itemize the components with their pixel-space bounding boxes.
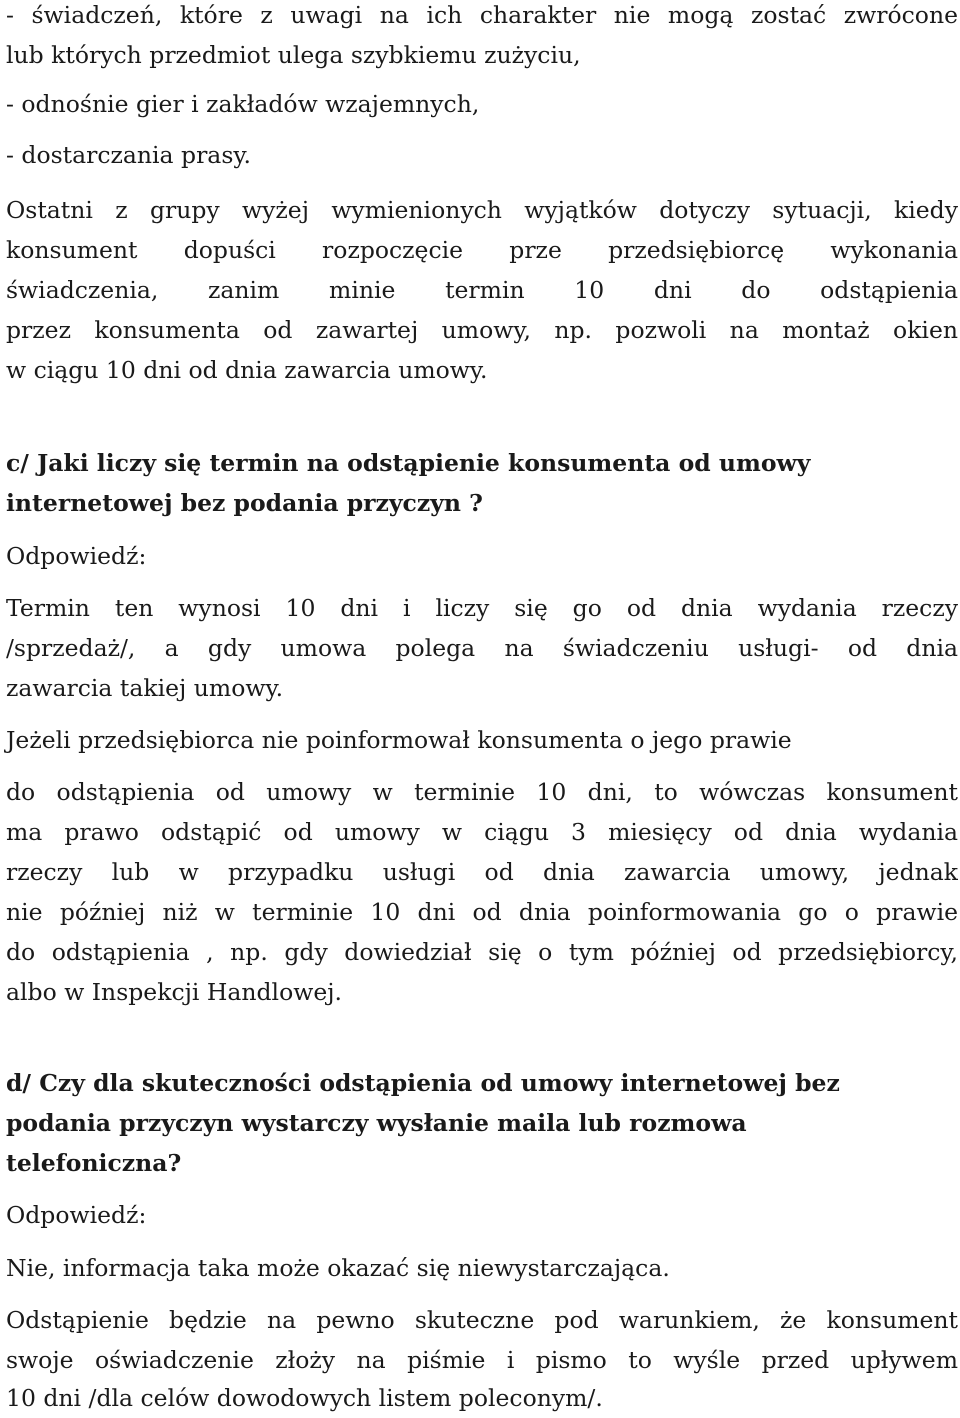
paragraph-line: świadczenia, zanim minie termin 10 dni do odstąpienia [6,276,958,304]
paragraph-line: /sprzedaż/, a gdy umowa polega na świadczeniu usługi- od dnia [6,634,958,662]
paragraph-line: albo w Inspekcji Handlowej. [6,978,342,1006]
section-d-heading: podania przyczyn wystarczy wysłanie maila lub rozmowa [6,1109,747,1137]
paragraph-line: Jeżeli przedsiębiorca nie poinformował konsumenta o jego prawie [6,726,792,754]
paragraph-line: do odstąpienia , np. gdy dowiedział się o tym później od przedsiębiorcy, [6,938,958,966]
paragraph-line: Termin ten wynosi 10 dni i liczy się go od dnia wydania rzeczy [6,594,958,622]
paragraph-line: Odstąpienie będzie na pewno skuteczne pod warunkiem, że konsument [6,1306,958,1334]
bullet-line: - dostarczania prasy. [6,141,252,169]
paragraph-line: przez konsumenta od zawartej umowy, np. pozwoli na montaż okien [6,316,958,344]
bullet-line: lub których przedmiot ulega szybkiemu zużyciu, [6,41,581,69]
paragraph-line: konsument dopuści rozpoczęcie prze przedsiębiorcę wykonania [6,236,958,264]
paragraph-line: do odstąpienia od umowy w terminie 10 dni, to wówczas konsument [6,778,958,806]
answer-label: Odpowiedź: [6,1201,147,1229]
paragraph-line: Ostatni z grupy wyżej wymienionych wyjątków dotyczy sytuacji, kiedy [6,196,958,224]
answer-label: Odpowiedź: [6,542,147,570]
bullet-line: - świadczeń, które z uwagi na ich charakter nie mogą zostać zwrócone [6,1,958,29]
section-c-heading: internetowej bez podania przyczyn ? [6,489,483,517]
paragraph-line: Nie, informacja taka może okazać się niewystarczająca. [6,1254,670,1282]
paragraph-line: swoje oświadczenie złoży na piśmie i pismo to wyśle przed upływem [6,1346,958,1374]
paragraph-line: 10 dni /dla celów dowodowych listem poleconym/. [6,1384,603,1412]
paragraph-line: w ciągu 10 dni od dnia zawarcia umowy. [6,356,488,384]
section-d-heading: d/ Czy dla skuteczności odstąpienia od umowy internetowej bez [6,1069,840,1097]
paragraph-line: nie później niż w terminie 10 dni od dnia poinformowania go o prawie [6,898,958,926]
paragraph-line: zawarcia takiej umowy. [6,674,284,702]
paragraph-line: ma prawo odstąpić od umowy w ciągu 3 miesięcy od dnia wydania [6,818,958,846]
section-d-heading: telefoniczna? [6,1149,182,1177]
paragraph-line: rzeczy lub w przypadku usługi od dnia zawarcia umowy, jednak [6,858,958,886]
section-c-heading: c/ Jaki liczy się termin na odstąpienie konsumenta od umowy [6,449,811,477]
bullet-line: - odnośnie gier i zakładów wzajemnych, [6,90,480,118]
